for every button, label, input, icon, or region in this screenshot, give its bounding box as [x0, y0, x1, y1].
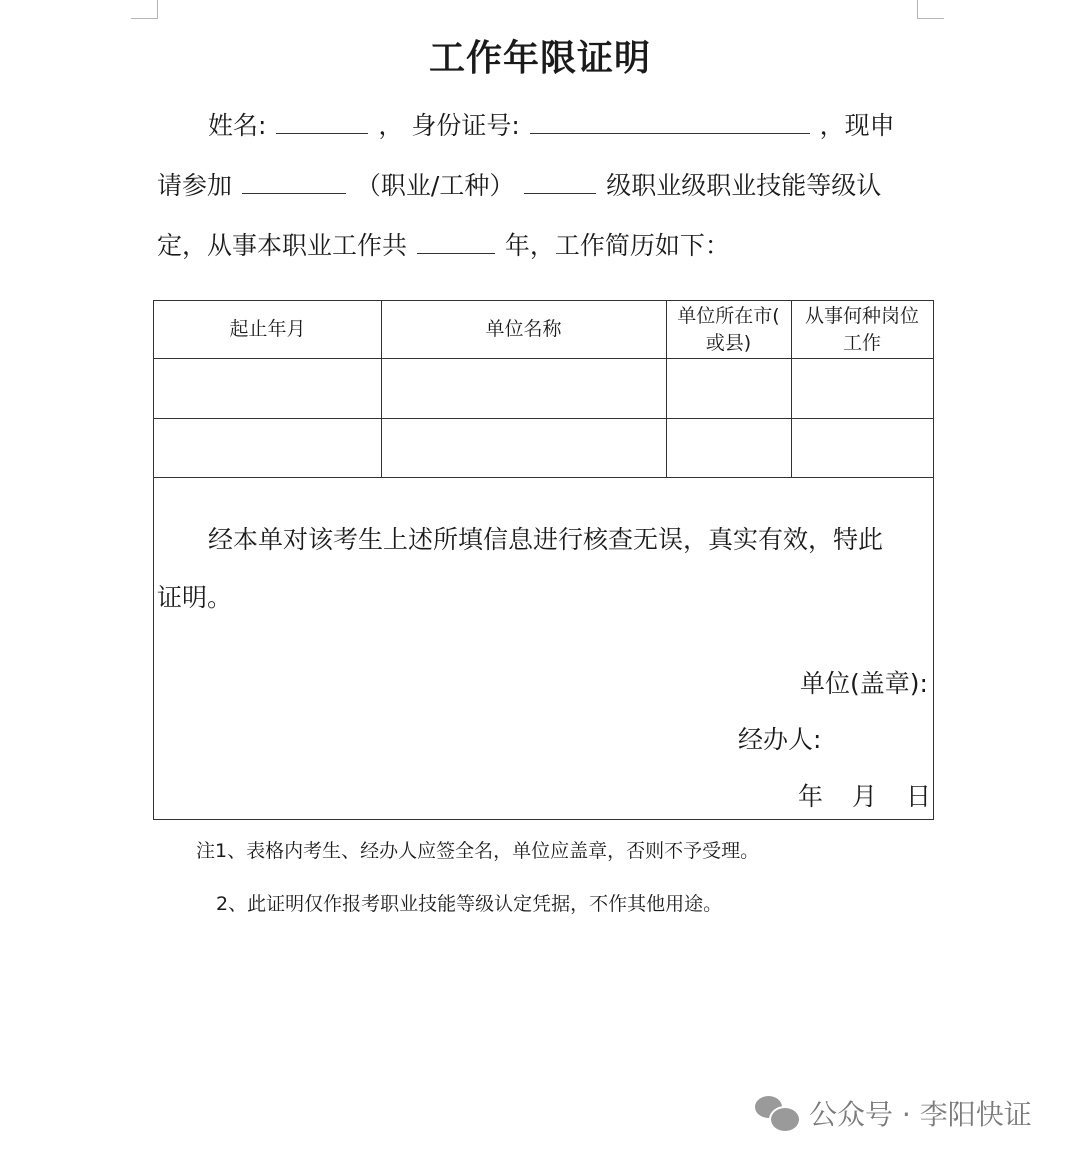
header-location-line-1: 单位所在市( — [677, 305, 780, 327]
handler-label: 经办人: — [738, 725, 822, 754]
wechat-icon — [755, 1093, 799, 1133]
name-label: 姓名: — [208, 111, 267, 140]
row-divider — [154, 477, 933, 478]
header-position-line-1: 从事何种岗位 — [804, 305, 919, 327]
comma-text: ， — [378, 111, 404, 140]
line3-prefix: 定，从事本职业工作共 — [157, 231, 408, 260]
watermark — [755, 1093, 1032, 1133]
occupation-blank[interactable] — [242, 171, 346, 194]
header-position-line-2: 工作 — [842, 332, 881, 354]
table-cell-location[interactable] — [667, 419, 791, 476]
line3-suffix: 年，工作简历如下： — [504, 231, 730, 260]
id-number-blank[interactable] — [530, 111, 810, 134]
date-day-label: 日 — [906, 782, 932, 811]
paragraph-line-3 — [157, 226, 730, 262]
line2-suffix: 级职业级职业技能等级认 — [606, 171, 882, 200]
table-cell-employer[interactable] — [382, 419, 666, 476]
header-employer: 单位名称 — [485, 318, 562, 340]
id-label: 身份证号: — [411, 111, 520, 140]
seal-label: 单位(盖章): — [800, 669, 928, 698]
verification-text-line-2: 证明。 — [157, 583, 233, 612]
page-corner-mark-right — [917, 0, 944, 19]
line1-suffix: ，现申 — [819, 111, 895, 140]
table-cell-period[interactable] — [154, 359, 381, 417]
note-2: 2、此证明仅作报考职业技能等级认定凭据，不作其他用途。 — [216, 893, 723, 915]
date-year-label: 年 — [798, 782, 824, 811]
occupation-label: （职业/工种） — [355, 171, 515, 200]
document-title: 工作年限证明 — [428, 38, 651, 79]
table-cell-position[interactable] — [792, 359, 933, 417]
paragraph-line-2 — [157, 166, 881, 202]
header-period: 起止年月 — [229, 318, 306, 340]
years-blank[interactable] — [417, 231, 495, 254]
header-position — [791, 303, 933, 357]
line2-prefix: 请参加 — [157, 171, 233, 200]
table-cell-period[interactable] — [154, 419, 381, 476]
date-month-label: 月 — [852, 782, 878, 811]
watermark-text: 公众号 · 李阳快证 — [809, 1098, 1032, 1131]
table-cell-location[interactable] — [667, 359, 791, 417]
header-location — [666, 303, 791, 357]
paragraph-line-1 — [208, 106, 895, 142]
level-blank[interactable] — [524, 171, 596, 194]
table-cell-position[interactable] — [792, 419, 933, 476]
header-location-line-2: 或县) — [705, 332, 752, 354]
page-corner-mark-left — [131, 0, 158, 19]
table-cell-employer[interactable] — [382, 359, 666, 417]
verification-text-line-1: 经本单对该考生上述所填信息进行核查无误，真实有效，特此 — [208, 525, 884, 554]
name-blank[interactable] — [276, 111, 368, 134]
note-1: 注1、表格内考生、经办人应签全名，单位应盖章，否则不予受理。 — [196, 840, 760, 862]
